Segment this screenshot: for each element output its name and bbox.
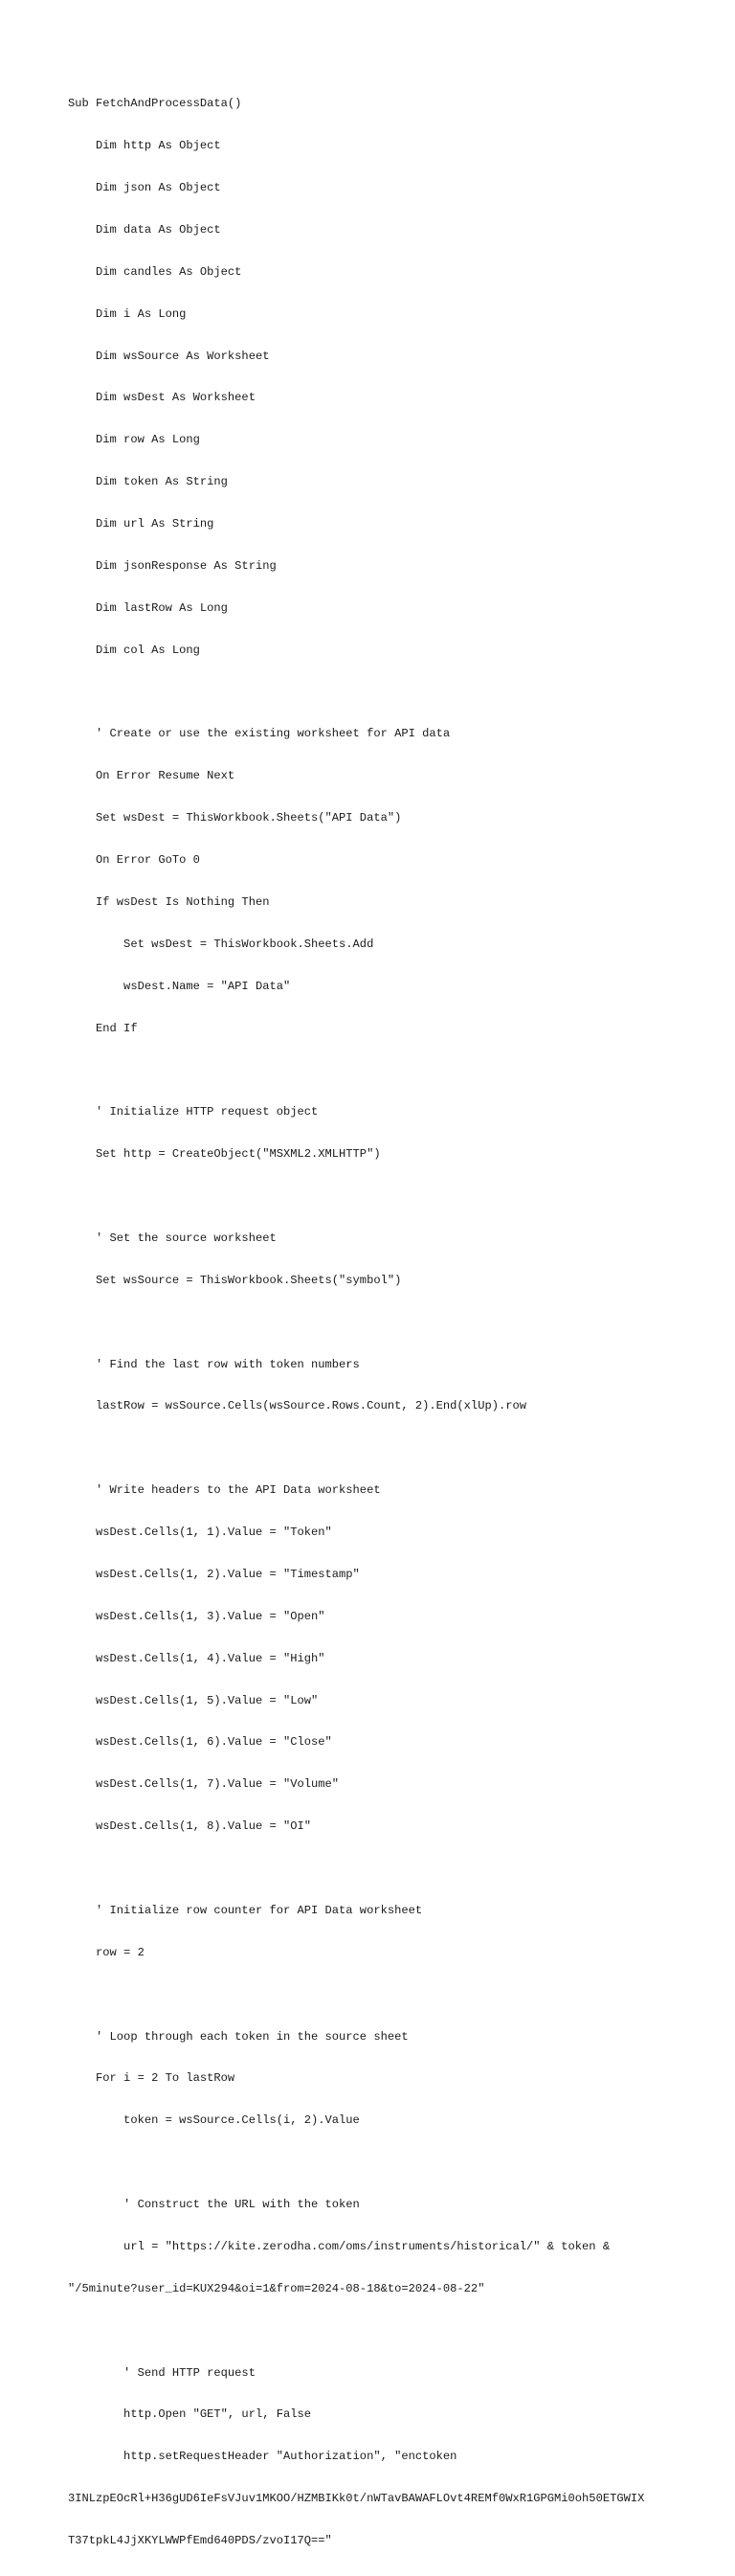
code-line: wsDest.Cells(1, 5).Value = "Low" <box>68 1693 319 1707</box>
code-line: Dim data As Object <box>68 222 221 237</box>
code-line: wsDest.Name = "API Data" <box>68 979 291 993</box>
code-line: Dim wsDest As Worksheet <box>68 391 256 405</box>
code-line <box>68 1189 644 1204</box>
code-line: Set wsDest = ThisWorkbook.Sheets.Add <box>68 937 374 951</box>
code-line: wsDest.Cells(1, 3).Value = "Open" <box>68 1609 325 1623</box>
code-line: Dim candles As Object <box>68 264 242 279</box>
code-line <box>68 686 644 700</box>
code-line: ' Write headers to the API Data worksheet <box>68 1483 381 1498</box>
code-line: ' Set the source worksheet <box>68 1231 277 1245</box>
code-line: http.Open "GET", url, False <box>68 2407 312 2422</box>
code-line: ' Initialize HTTP request object <box>68 1105 319 1119</box>
code-line <box>68 1441 644 1456</box>
code-line: Dim token As String <box>68 475 228 489</box>
code-line: On Error Resume Next <box>68 769 235 783</box>
code-line: Dim jsonResponse As String <box>68 558 277 573</box>
code-line <box>68 1862 644 1876</box>
code-line: End If <box>68 1021 138 1035</box>
code-line: 3INLzpEOcRl+H36gUD6IeFsVJuv1MKOO/HZMBIKk0t/nWTavBAWAFLOvt4REMf0WxR1GPGMi0oh50ETGWIX <box>68 2492 645 2506</box>
code-line <box>68 2324 644 2339</box>
code-line: Sub FetchAndProcessData() <box>68 97 242 111</box>
code-block <box>68 69 644 2576</box>
code-line: token = wsSource.Cells(i, 2).Value <box>68 2113 360 2128</box>
code-line: ' Construct the URL with the token <box>68 2198 360 2211</box>
code-line: ' Send HTTP request <box>68 2365 256 2380</box>
code-line: ' Loop through each token in the source sheet <box>68 2029 409 2044</box>
code-line: wsDest.Cells(1, 4).Value = "High" <box>68 1651 325 1665</box>
code-line: On Error GoTo 0 <box>68 853 200 867</box>
code-line <box>68 1316 644 1330</box>
code-line: http.setRequestHeader "Authorization", "enctoken <box>68 2450 457 2464</box>
code-line: wsDest.Cells(1, 7).Value = "Volume" <box>68 1777 340 1792</box>
code-line: lastRow = wsSource.Cells(wsSource.Rows.Count, 2).End(xlUp).row <box>68 1399 526 1413</box>
code-line: Set wsSource = ThisWorkbook.Sheets("symbol") <box>68 1273 402 1287</box>
code-line: Dim url As String <box>68 517 214 531</box>
code-line: T37tpkL4JjXKYLWWPfEmd640PDS/zvoI17Q==" <box>68 2534 332 2547</box>
code-line: For i = 2 To lastRow <box>68 2071 235 2086</box>
code-line: If wsDest Is Nothing Then <box>68 894 270 909</box>
code-line: Dim wsSource As Worksheet <box>68 349 270 363</box>
code-line: Dim row As Long <box>68 433 200 447</box>
code-line: Dim lastRow As Long <box>68 600 228 615</box>
code-line: wsDest.Cells(1, 6).Value = "Close" <box>68 1735 332 1750</box>
code-line: Dim i As Long <box>68 306 187 321</box>
code-line: ' Find the last row with token numbers <box>68 1357 360 1371</box>
code-line: wsDest.Cells(1, 8).Value = "OI" <box>68 1819 312 1834</box>
code-line: Dim http As Object <box>68 139 221 153</box>
code-line: wsDest.Cells(1, 2).Value = "Timestamp" <box>68 1567 360 1581</box>
code-line: ' Initialize row counter for API Data worksheet <box>68 1903 423 1917</box>
code-line: row = 2 <box>68 1945 145 1959</box>
code-line: url = "https://kite.zerodha.com/oms/instruments/historical/" & token & <box>68 2239 611 2253</box>
code-line: Dim json As Object <box>68 181 221 194</box>
code-line: Dim col As Long <box>68 643 200 657</box>
code-line: Set wsDest = ThisWorkbook.Sheets("API Data") <box>68 811 402 825</box>
code-line <box>68 2156 644 2170</box>
code-line: wsDest.Cells(1, 1).Value = "Token" <box>68 1525 332 1539</box>
code-line: "/5minute?user_id=KUX294&oi=1&from=2024-08-18&to=2024-08-22" <box>68 2281 485 2295</box>
code-line: ' Create or use the existing worksheet for API data <box>68 727 451 741</box>
code-line <box>68 1063 644 1077</box>
code-line <box>68 1988 644 2002</box>
code-line: Set http = CreateObject("MSXML2.XMLHTTP") <box>68 1147 381 1162</box>
